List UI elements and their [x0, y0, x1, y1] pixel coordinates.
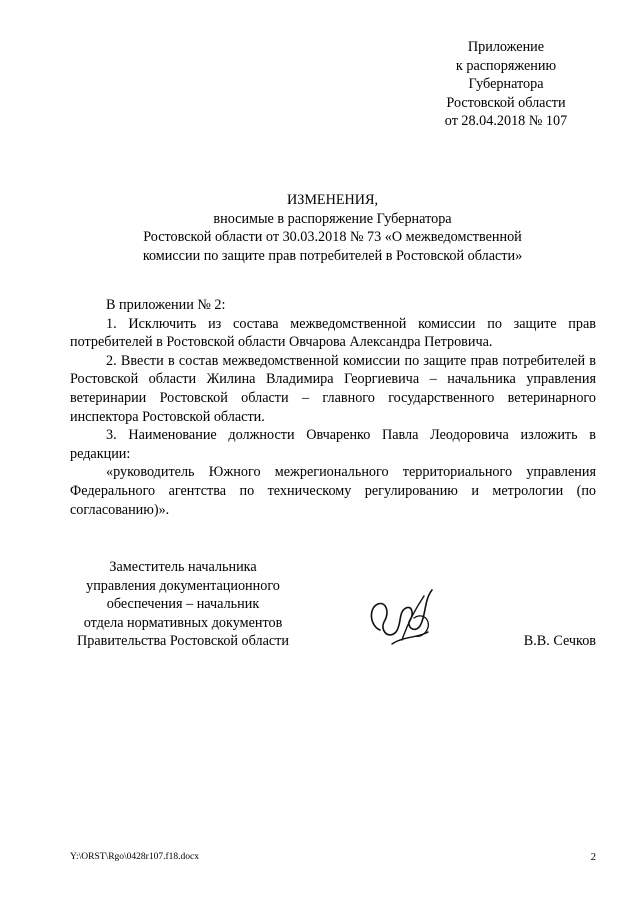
- document-body: [70, 296, 596, 519]
- signatory-name: В.В. Сечков: [523, 633, 596, 649]
- footer-page-number: 2: [590, 852, 596, 863]
- appendix-line: к распоряжению: [455, 57, 557, 74]
- position-line: отдела нормативных документов: [83, 614, 283, 631]
- footer-file-path: Y:\ORST\Rgo\0428r107.f18.docx: [70, 852, 199, 862]
- body-item-2: 2. Ввести в состав межведомственной комиссии по защите прав потребителей в Ростовской области Жилина Владимира Георгиевича – начальника управления ветеринарии Ростовской области – главного государственного ветеринарного инспектора Ростовской области.: [70, 352, 596, 425]
- title-line: ИЗМЕНЕНИЯ,: [286, 192, 379, 208]
- position-line: управления документационного: [86, 577, 280, 594]
- position-line: Правительства Ростовской области: [77, 633, 289, 650]
- appendix-line: Губернатора: [468, 76, 544, 93]
- body-quote: «руководитель Южного межрегионального территориального управления Федерального агентства по техническому регулированию и метрологии (по согласованию)».: [70, 464, 596, 518]
- title-line: комиссии по защите прав потребителей в Ростовской области»: [142, 247, 523, 264]
- appendix-header: [400, 38, 612, 131]
- position-line: Заместитель начальника: [109, 559, 257, 575]
- appendix-line: Приложение: [467, 39, 545, 55]
- handwritten-signature: [362, 578, 442, 658]
- body-item-1: 1. Исключить из состава межведомственной комиссии по защите прав потребителей в Ростовской области Овчарова Александра Петровича.: [70, 315, 596, 351]
- title-line: вносимые в распоряжение Губернатора: [213, 210, 452, 227]
- body-item-3: 3. Наименование должности Овчаренко Павла Леодоровича изложить в редакции:: [70, 427, 596, 462]
- body-intro: В приложении № 2:: [106, 297, 226, 313]
- appendix-line: от 28.04.2018 № 107: [444, 113, 568, 130]
- appendix-line: Ростовской области: [446, 94, 566, 111]
- title-line: Ростовской области от 30.03.2018 № 73 «О межведомственной: [143, 229, 522, 246]
- position-line: обеспечения – начальник: [106, 596, 260, 613]
- signatory-position: [58, 558, 308, 651]
- document-title: [70, 191, 595, 265]
